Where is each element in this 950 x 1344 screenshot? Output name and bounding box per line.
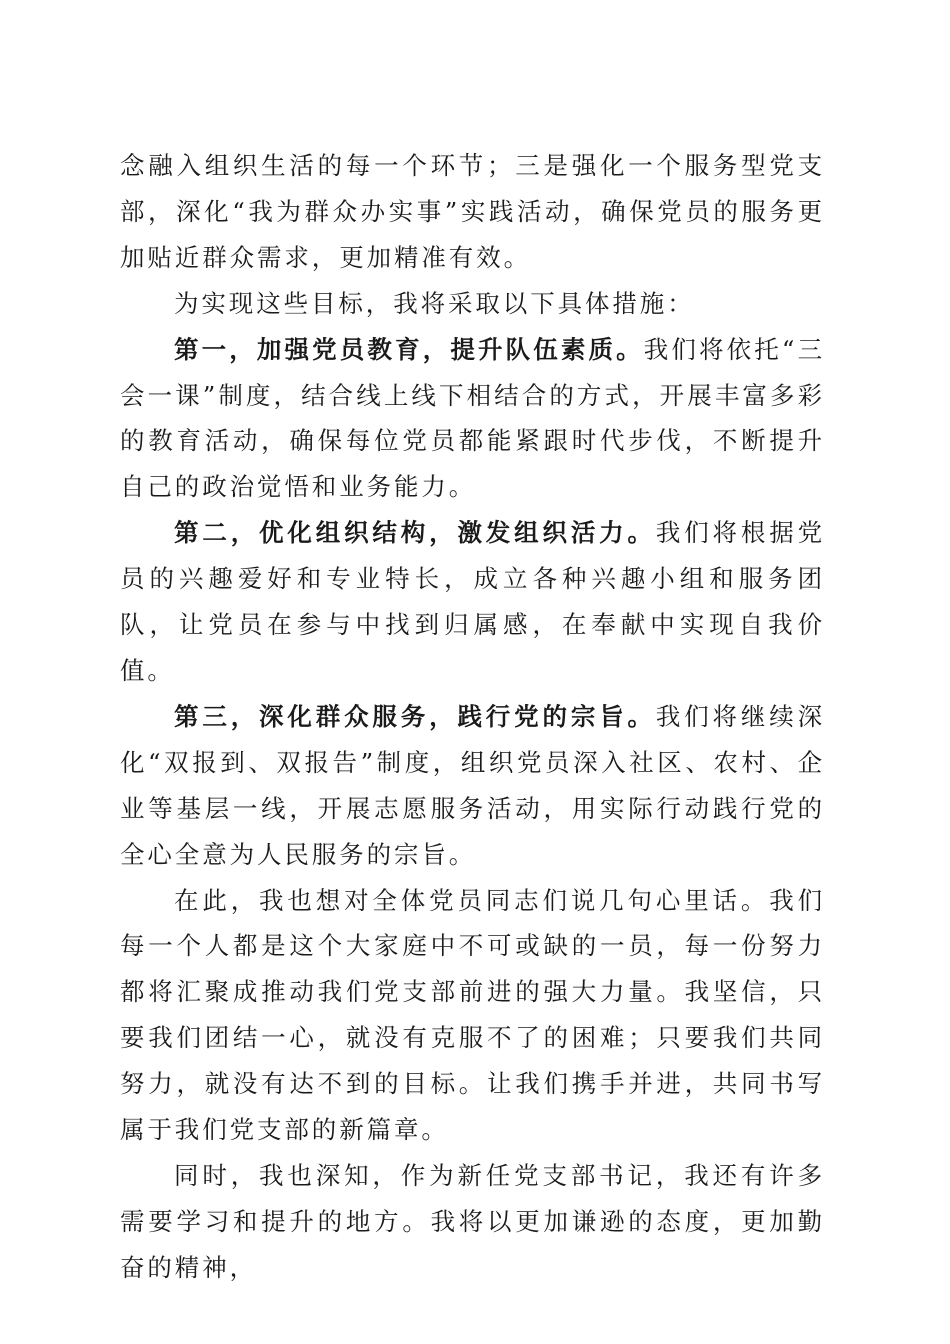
paragraph-measure-two — [120, 510, 825, 694]
paragraph-address — [120, 878, 825, 1153]
paragraph-text: 同时，我也深知，作为新任党支部书记，我还有许多需要学习和提升的地方。我将以更加谦逊的态度，更加勤奋的精神， — [120, 1160, 825, 1282]
paragraph-lead: 第二，优化组织结构，激发组织活力。 — [174, 518, 656, 548]
paragraph-text: 在此，我也想对全体党员同志们说几句心里话。我们每一个人都是这个大家庭中不可或缺的一员，每一份努力都将汇聚成推动我们党支部前进的强大力量。我坚信，只要我们团结一心，就没有克服不了的困难；只要我们共同努力，就没有达不到的目标。让我们携手并进，共同书写属于我们党支部的新篇章。 — [120, 885, 825, 1145]
paragraph-text: 我们将根据党员的兴趣爱好和专业特长，成立各种兴趣小组和服务团队，让党员在参与中找到归属感，在奉献中实现自我价值。 — [120, 518, 825, 685]
paragraph-closing — [120, 1153, 825, 1291]
paragraph-lead: 第三，深化群众服务，践行党的宗旨。 — [174, 701, 656, 731]
paragraph-text: 念融入组织生活的每一个环节；三是强化一个服务型党支部，深化“我为群众办实事”实践活动，确保党员的服务更加贴近群众需求，更加精准有效。 — [120, 151, 825, 272]
paragraph-lead: 第一，加强党员教育，提升队伍素质。 — [174, 334, 644, 364]
paragraph-continued — [120, 143, 825, 281]
paragraph-text: 我们将继续深化“双报到、双报告”制度，组织党员深入社区、农村、企业等基层一线，开展志愿服务活动，用实际行动践行党的全心全意为人民服务的宗旨。 — [120, 701, 825, 869]
paragraph-text: 我们将依托“三会一课”制度，结合线上线下相结合的方式，开展丰富多彩的教育活动，确保每位党员都能紧跟时代步伐，不断提升自己的政治觉悟和业务能力。 — [120, 334, 825, 502]
paragraph-measures-intro — [120, 281, 825, 327]
paragraph-measure-one — [120, 327, 825, 511]
paragraph-text: 为实现这些目标，我将采取以下具体措施： — [174, 288, 695, 318]
document-body — [120, 143, 825, 1291]
paragraph-measure-three — [120, 694, 825, 878]
